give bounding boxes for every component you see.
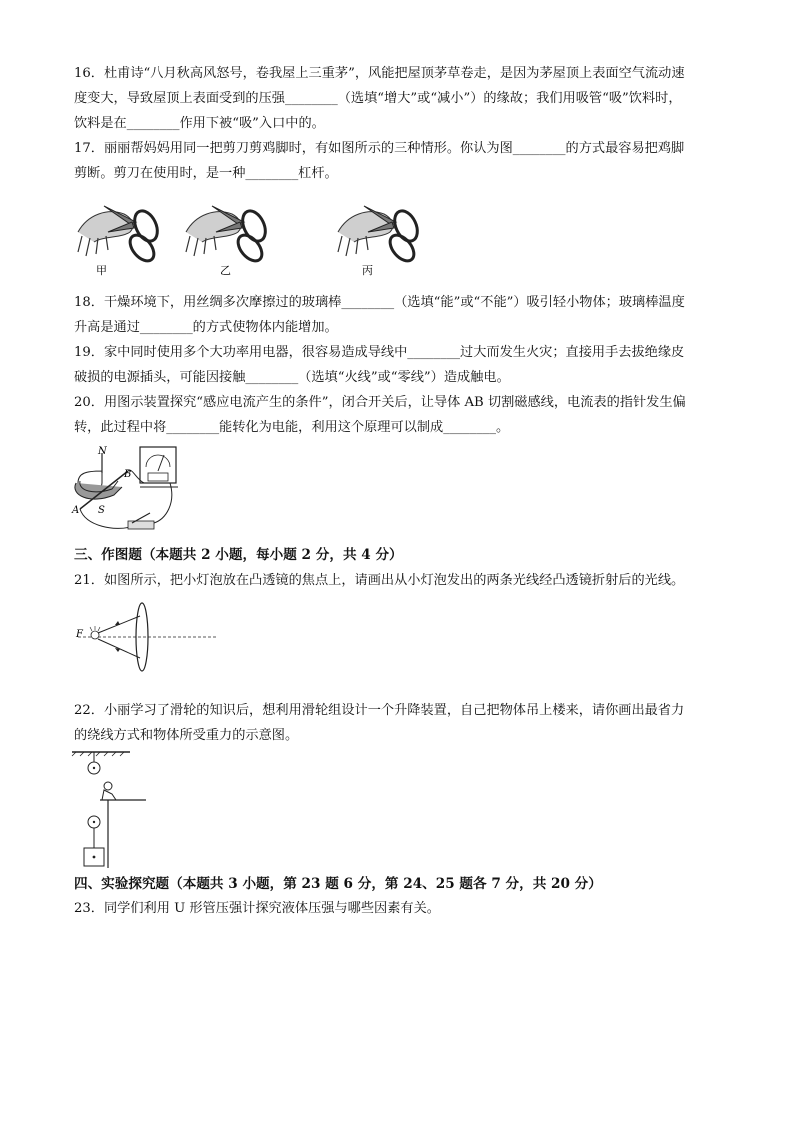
q17-line-2: 剪断。剪刀在使用时，是一种________杠杆。 [74,166,338,181]
label-yi: 乙 [220,264,231,277]
q22-line-2: 的绕线方式和物体所受重力的示意图。 [74,728,299,743]
pulley-figure [70,750,160,870]
scissors-figure [70,192,430,284]
q16-line-1: 16．杜甫诗“八月秋高风怒号，卷我屋上三重茅”，风能把屋顶茅草卷走，是因为茅屋顶上表面空气流动速 [74,66,685,81]
q19-line-2: 破损的电源插头，可能因接触________（选填“火线”或“零线”）造成触电。 [74,370,510,385]
section-4-title: 四、实验探究题（本题共 3 小题，第 23 题 6 分，第 24、25 题各 7 分，共 20 分） [74,876,602,892]
q20-line-1: 20．用图示装置探究“感应电流产生的条件”，闭合开关后，让导体 AB 切割磁感线，电流表的指针发生偏 [74,395,686,410]
scissors-b-illustration [186,206,270,265]
label-bing: 丙 [362,264,373,277]
convex-lens-figure [70,598,220,678]
label-s: S [98,505,105,516]
q17-line-1: 17．丽丽帮妈妈用同一把剪刀剪鸡脚时，有如图所示的三种情形。你认为图________的方式最容易把鸡脚 [74,141,685,156]
q18-line-2: 升高是通过________的方式使物体内能增加。 [74,320,338,335]
q18-line-1: 18．干燥环境下，用丝绸多次摩擦过的玻璃棒________（选填“能”或“不能”）吸引轻小物体；玻璃棒温度 [74,295,685,310]
section-3-title: 三、作图题（本题共 2 小题，每小题 2 分，共 4 分） [74,547,403,563]
q22-line-1: 22．小丽学习了滑轮的知识后，想利用滑轮组设计一个升降装置，自己把物体吊上楼来，请你画出最省力 [74,703,685,718]
label-f: F [76,629,83,640]
q19-line-1: 19．家中同时使用多个大功率用电器，很容易造成导线中________过大而发生火灾；直接用手去拔绝缘皮 [74,345,685,360]
label-a: A [72,505,80,516]
q23-line-1: 23．同学们利用 U 形管压强计探究液体压强与哪些因素有关。 [74,901,440,916]
induction-apparatus-figure [66,443,186,535]
q21-line-1: 21．如图所示，把小灯泡放在凸透镜的焦点上，请画出从小灯泡发出的两条光线经凸透镜折射后的光线。 [74,573,685,588]
q16-line-3: 饮料是在________作用下被“吸”入口中的。 [74,116,325,131]
scissors-a-illustration [78,206,162,265]
label-jia: 甲 [96,264,107,277]
scissors-c-illustration [338,206,422,265]
q20-line-2: 转，此过程中将________能转化为电能，利用这个原理可以制成________。 [74,420,510,435]
q16-line-2: 度变大，导致屋顶上表面受到的压强________（选填“增大”或“减小”）的缘故；我们用吸管“吸”饮料时， [74,91,682,106]
label-b: B [124,469,132,480]
label-n: N [98,446,107,457]
